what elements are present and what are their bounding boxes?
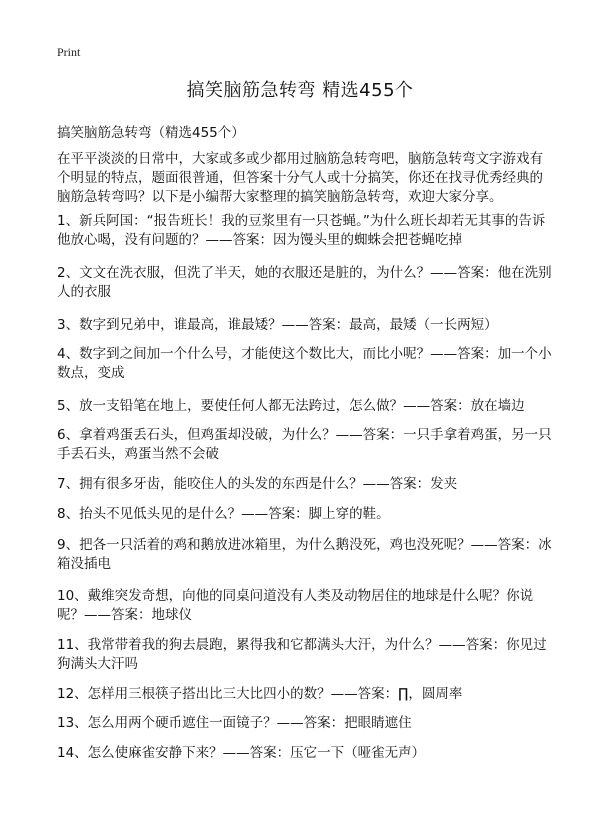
list-item: 10、戴维突发奇想，向他的同桌问道没有人类及动物居住的地球是什么呢？你说呢？——答案：地球仪 [57,588,534,623]
list-item: 8、抬头不见低头见的是什么？——答案：脚上穿的鞋。 [57,506,390,522]
list-item: 4、数字到之间加一个什么号，才能使这个数比大，而比小呢？——答案：加一个小数点，变成 [57,346,552,381]
list-item: 1、新兵阿国：“报告班长！我的豆浆里有一只苍蝇。”为什么班长却若无其事的告诉他放心喝，没有问题的？——答案：因为馒头里的蜘蛛会把苍蝇吃掉 [57,213,546,248]
list-item: 14、怎么使麻雀安静下来？——答案：压它一下（哑雀无声） [57,745,426,761]
list-item: 11、我常带着我的狗去晨跑，累得我和它都满头大汗，为什么？——答案：你见过狗满头大汗吗 [57,637,547,672]
list-item: 9、把各一只活着的鸡和鹅放进冰箱里，为什么鹅没死，鸡也没死呢？——答案：冰箱没插电 [57,537,552,572]
list-item: 2、文文在洗衣服，但洗了半天，她的衣服还是脏的，为什么？——答案：他在洗别人的衣服 [57,265,552,300]
page-title: 搞笑脑筋急转弯 精选455个 [186,80,414,101]
print-label: Print [57,45,81,59]
list-item: 3、数字到兄弟中，谁最高，谁最矮？——答案：最高，最矮（一长两短） [57,317,498,333]
list-item: 7、拥有很多牙齿，能咬住人的头发的东西是什么？——答案：发夹 [57,476,458,492]
intro-paragraph: 在平平淡淡的日常中，大家或多或少都用过脑筋急转弯吧，脑筋急转弯文字游戏有个明显的特点，题面很普通，但答案十分气人或十分搞笑，你还在找寻优秀经典的脑筋急转弯吗？以下是小编帮大家整理的搞笑脑筋急转弯，欢迎大家分享。 [57,151,543,205]
list-item: 5、放一支铅笔在地上，要使任何人都无法跨过，怎么做？——答案：放在墙边 [57,398,525,414]
list-item: 12、怎样用三根筷子搭出比三大比四小的数？——答案：∏，圆周率 [57,686,463,702]
list-item: 13、怎么用两个硬币遮住一面镜子？——答案：把眼睛遮住 [57,715,412,731]
list-item: 6、拿着鸡蛋丢石头，但鸡蛋却没破，为什么？——答案：一只手拿着鸡蛋，另一只手丢石头，鸡蛋当然不会破 [57,427,552,462]
section-subtitle: 搞笑脑筋急转弯（精选455个） [57,125,245,141]
